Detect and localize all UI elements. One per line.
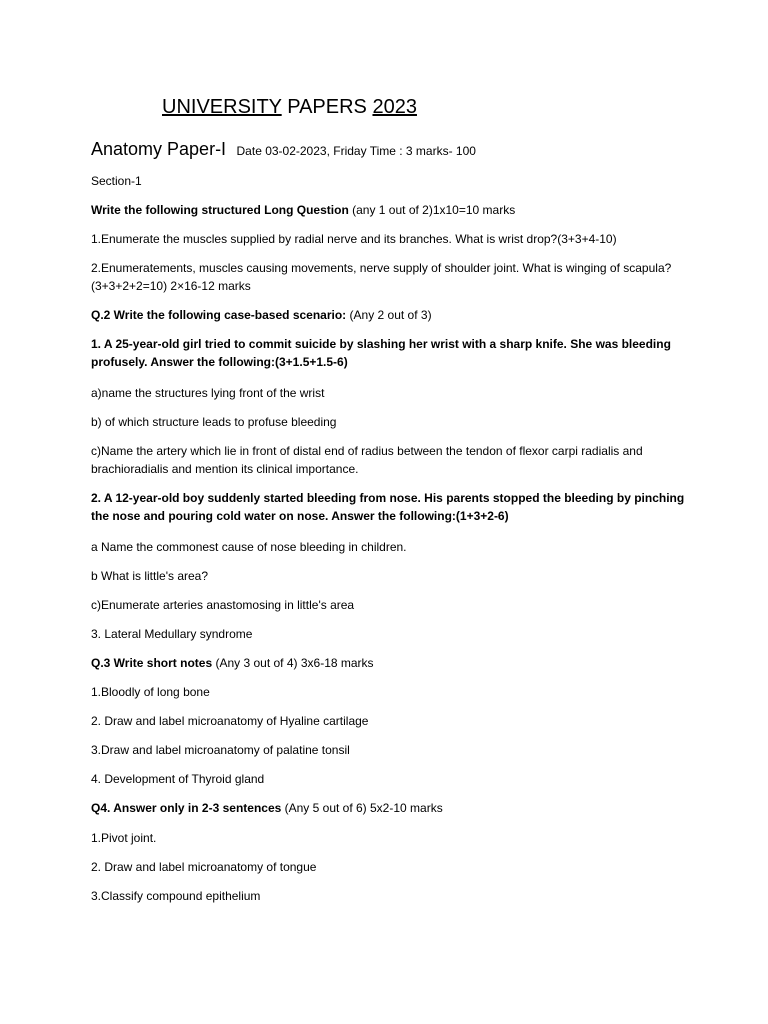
- paper-name: Anatomy Paper-I: [91, 139, 227, 159]
- q3-item-3: 3.Draw and label microanatomy of palatine tonsil: [91, 743, 350, 757]
- q4-heading-rest: (Any 5 out of 6) 5x2-10 marks: [281, 801, 443, 815]
- title-year: 2023: [372, 96, 417, 118]
- q4-item-3: 3.Classify compound epithelium: [91, 889, 261, 903]
- q2-heading-bold: Q.2 Write the following case-based scenario:: [91, 308, 347, 322]
- q2-case1-item-b: b) of which structure leads to profuse bleeding: [91, 415, 337, 429]
- q3-heading-rest: (Any 3 out of 4) 3x6-18 marks: [212, 656, 374, 670]
- title-word-papers: PAPERS: [287, 96, 367, 118]
- q2-case1-item-c: c)Name the artery which lie in front of distal end of radius between the tendon of flexor carpi radialis and brachioradialis and mention its clinical importance.: [91, 444, 643, 476]
- q4-item-2: 2. Draw and label microanatomy of tongue: [91, 860, 317, 874]
- paper-meta: Date 03-02-2023, Friday Time : 3 marks- 100: [236, 144, 476, 158]
- q3-item-1: 1.Bloodly of long bone: [91, 685, 210, 699]
- paper-heading: [91, 137, 476, 161]
- q2-case2-item-b: b What is little's area?: [91, 569, 209, 583]
- q1-item-1: 1.Enumerate the muscles supplied by radial nerve and its branches. What is wrist drop?(3+3+4-10): [91, 232, 617, 246]
- q2-case2-item-c: c)Enumerate arteries anastomosing in little's area: [91, 598, 355, 612]
- title-word-university: UNIVERSITY: [162, 96, 282, 118]
- page-title: [162, 94, 417, 120]
- q1-item-2: 2.Enumeratements, muscles causing movements, nerve supply of shoulder joint. What is winging of scapula? (3+3+2+2=10) 2×16-12 marks: [91, 261, 672, 293]
- q3-heading: [91, 654, 691, 672]
- q4-heading-bold: Q4. Answer only in 2-3 sentences: [91, 801, 282, 815]
- q3-item-4: 4. Development of Thyroid gland: [91, 772, 265, 786]
- q3-item-2: 2. Draw and label microanatomy of Hyaline cartilage: [91, 714, 369, 728]
- q4-heading: [91, 799, 691, 817]
- q3-heading-bold: Q.3 Write short notes: [91, 656, 213, 670]
- q4-item-1: 1.Pivot joint.: [91, 831, 157, 845]
- q2-heading-rest: (Any 2 out of 3): [346, 308, 432, 322]
- q1-heading-rest: (any 1 out of 2)1x10=10 marks: [348, 203, 516, 217]
- q1-heading: [91, 201, 691, 219]
- q2-case2-lead: 2. A 12-year-old boy suddenly started bleeding from nose. His parents stopped the bleeding by pinching the nose and pouring cold water on nose. Answer the following:(1+3+2-6): [91, 491, 685, 523]
- section-label: Section-1: [91, 174, 142, 188]
- q2-case1-lead: 1. A 25-year-old girl tried to commit suicide by slashing her wrist with a sharp knife. She was bleeding profusely. Answer the following:(3+1.5+1.5-6): [91, 337, 671, 369]
- q2-case1-item-a: a)name the structures lying front of the wrist: [91, 386, 325, 400]
- q2-case2-item-a: a Name the commonest cause of nose bleeding in children.: [91, 540, 407, 554]
- q1-heading-bold: Write the following structured Long Question: [91, 203, 349, 217]
- q2-heading: [91, 306, 691, 324]
- q2-case3: 3. Lateral Medullary syndrome: [91, 627, 253, 641]
